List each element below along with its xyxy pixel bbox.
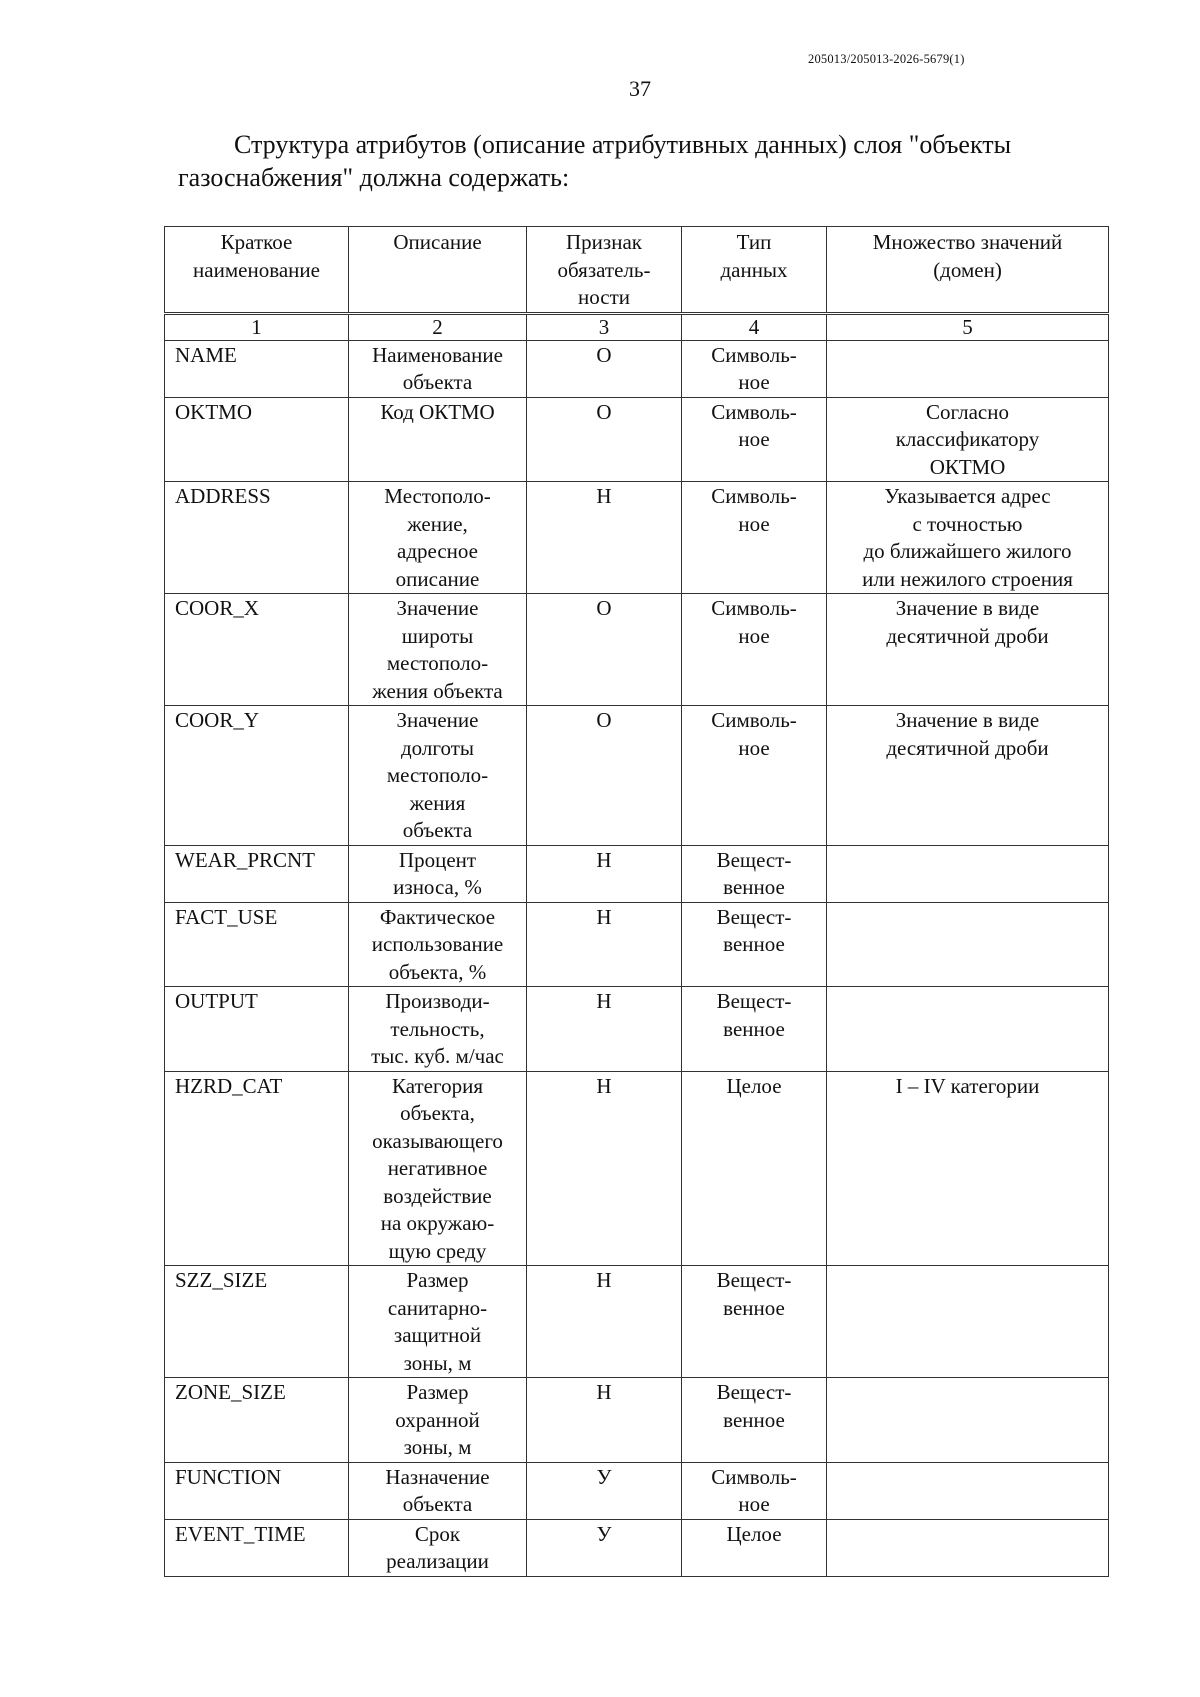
data-type (682, 1462, 827, 1519)
data-type-line: ное (738, 1492, 770, 1516)
required-flag: Н (527, 845, 682, 902)
value-domain-line: десятичной дроби (886, 623, 1049, 648)
value-domain (827, 482, 1109, 594)
column-number: 2 (349, 314, 527, 340)
data-type-line: Целое (726, 1073, 782, 1098)
value-domain-line: или нежилого строения (862, 566, 1073, 591)
value-domain (827, 706, 1109, 846)
data-type-line: венное (723, 932, 785, 956)
value-domain-line: десятичной дроби (886, 735, 1049, 760)
attribute-description-line: негативное (387, 1156, 488, 1180)
attribute-description (349, 594, 527, 706)
attribute-description-line: воздействие (383, 1183, 492, 1208)
value-domain-line: Согласно (926, 399, 1009, 424)
attribute-code: ZONE_SIZE (165, 1378, 349, 1463)
header-description (349, 227, 527, 313)
attribute-description-line: жение, (407, 511, 468, 536)
data-type-line: венное (723, 1407, 785, 1432)
required-flag: Н (527, 987, 682, 1072)
attribute-description (349, 1462, 527, 1519)
value-domain (827, 1519, 1109, 1576)
attribute-description-line: широты (401, 623, 474, 648)
header-line: обязатель- (557, 257, 651, 282)
attribute-description-line: Процент (398, 847, 477, 872)
data-type (682, 902, 827, 987)
attribute-description (349, 1266, 527, 1378)
attribute-code: COOR_Y (165, 706, 349, 846)
data-type-line: Символь- (711, 399, 797, 424)
attribute-description-line: зоны, м (403, 1435, 472, 1459)
value-domain (827, 397, 1109, 482)
document-number: 205013/205013-2026-5679(1) (808, 52, 965, 66)
value-domain (827, 1462, 1109, 1519)
table-row (165, 1519, 1109, 1576)
header-line: Описание (393, 230, 482, 254)
data-type (682, 482, 827, 594)
data-type (682, 987, 827, 1072)
header-line: данных (720, 257, 788, 282)
attribute-code: OKTMO (165, 397, 349, 482)
attribute-description-line: местополо- (386, 651, 489, 675)
attribute-description-line: охранной (395, 1407, 480, 1432)
data-type (682, 340, 827, 397)
required-flag: Н (527, 1266, 682, 1378)
table-row (165, 987, 1109, 1072)
attribute-code: FACT_USE (165, 902, 349, 987)
column-number: 5 (827, 314, 1109, 340)
header-line: Тип (736, 230, 772, 254)
value-domain (827, 1266, 1109, 1378)
attribute-description-line: санитарно- (387, 1295, 488, 1320)
header-line: наименование (193, 257, 320, 282)
value-domain (827, 845, 1109, 902)
column-number: 1 (165, 314, 349, 340)
data-type-line: ное (738, 735, 770, 760)
data-type-line: Символь- (711, 1464, 797, 1489)
table-row (165, 340, 1109, 397)
attribute-description (349, 482, 527, 594)
attribute-description (349, 902, 527, 987)
table-row (165, 1378, 1109, 1463)
required-flag: Н (527, 1071, 682, 1266)
data-type-line: ное (738, 370, 770, 394)
data-type (682, 397, 827, 482)
data-type (682, 594, 827, 706)
header-line: Признак (566, 230, 642, 254)
intro-line: Структура атрибутов (описание атрибутивных данных) слоя "объекты (234, 130, 1012, 159)
header-line: ности (578, 285, 630, 309)
data-type (682, 1378, 827, 1463)
value-domain-line: I – IV категории (895, 1073, 1040, 1098)
attribute-description (349, 845, 527, 902)
header-line: Краткое (220, 230, 293, 254)
data-type-line: ное (738, 511, 770, 536)
column-number: 4 (682, 314, 827, 340)
attribute-description-line: использование (371, 932, 504, 956)
table-row (165, 706, 1109, 846)
attribute-description-line: Назначение (385, 1464, 490, 1489)
attribute-description-line: Наименование (372, 342, 503, 367)
column-number: 3 (527, 314, 682, 340)
attribute-description-line: Фактическое (379, 904, 496, 929)
attribute-description-line: жения объекта (372, 678, 503, 703)
table-header-row (165, 227, 1109, 313)
intro-paragraph (178, 128, 1108, 194)
attribute-description-line: Местополо- (384, 484, 491, 508)
value-domain-line: с точностью (912, 511, 1023, 536)
attribute-code: COOR_X (165, 594, 349, 706)
required-flag: О (527, 706, 682, 846)
data-type (682, 1266, 827, 1378)
intro-line: газоснабжения" должна содержать: (178, 163, 570, 192)
table-row (165, 1266, 1109, 1378)
attribute-description-line: местополо- (386, 763, 489, 787)
value-domain-line: до ближайшего жилого (863, 539, 1072, 563)
table-row (165, 902, 1109, 987)
attribute-description-line: объекта (402, 370, 473, 394)
attribute-code: FUNCTION (165, 1462, 349, 1519)
data-type (682, 845, 827, 902)
required-flag: Н (527, 1378, 682, 1463)
value-domain-line: ОКТМО (929, 454, 1006, 479)
attribute-description-line: Производи- (385, 989, 490, 1013)
required-flag: О (527, 594, 682, 706)
required-flag: У (527, 1519, 682, 1576)
data-type-line: венное (723, 1295, 785, 1320)
attribute-description-line: Значение (396, 708, 479, 732)
attribute-code: HZRD_CAT (165, 1071, 349, 1266)
data-type-line: Вещест- (716, 904, 792, 929)
page-number: 37 (629, 76, 651, 101)
header-line: Множество значений (872, 230, 1063, 254)
attribute-description-line: объекта, (400, 1101, 475, 1125)
value-domain (827, 902, 1109, 987)
header-data-type (682, 227, 827, 313)
attribute-code: WEAR_PRCNT (165, 845, 349, 902)
attribute-description (349, 706, 527, 846)
attribute-description-line: оказывающего (372, 1128, 503, 1153)
required-flag: Н (527, 482, 682, 594)
value-domain (827, 1071, 1109, 1266)
value-domain (827, 594, 1109, 706)
header-required-flag (527, 227, 682, 313)
attribute-description-line: долготы (401, 735, 474, 760)
attribute-description-line: Значение (396, 596, 479, 620)
data-type-line: Вещест- (716, 1380, 792, 1404)
attribute-description (349, 987, 527, 1072)
attribute-description-line: Категория (392, 1073, 483, 1098)
value-domain-line: Указывается адрес (884, 484, 1051, 508)
data-type-line: ное (738, 623, 770, 648)
table-row (165, 1071, 1109, 1266)
attribute-description-line: Размер (406, 1380, 469, 1404)
attribute-description-line: зоны, м (403, 1350, 472, 1375)
data-type-line: Символь- (711, 596, 797, 620)
data-type-line: Вещест- (716, 1268, 792, 1292)
table-row (165, 482, 1109, 594)
attribute-description-line: тыс. куб. м/час (371, 1044, 504, 1068)
table-row (165, 397, 1109, 482)
attribute-description-line: объекта (402, 1492, 473, 1516)
table-row (165, 1462, 1109, 1519)
attribute-description (349, 1378, 527, 1463)
attribute-description (349, 397, 527, 482)
data-type (682, 706, 827, 846)
attribute-description-line: объекта (402, 818, 473, 842)
value-domain (827, 987, 1109, 1072)
value-domain-line: Значение в виде (895, 708, 1040, 732)
attribute-description-line: износа, % (393, 875, 482, 899)
data-type-line: Целое (726, 1521, 782, 1546)
required-flag: У (527, 1462, 682, 1519)
attribute-code: NAME (165, 340, 349, 397)
data-type-line: Символь- (711, 708, 797, 732)
data-type-line: Символь- (711, 342, 797, 367)
header-line: (домен) (933, 257, 1002, 282)
data-type-line: венное (723, 875, 785, 899)
required-flag: Н (527, 902, 682, 987)
attribute-code: ADDRESS (165, 482, 349, 594)
data-type (682, 1519, 827, 1576)
data-type-line: Символь- (711, 484, 797, 508)
attribute-code: OUTPUT (165, 987, 349, 1072)
data-type-line: венное (723, 1016, 785, 1041)
value-domain (827, 340, 1109, 397)
attribute-code: EVENT_TIME (165, 1519, 349, 1576)
required-flag: О (527, 340, 682, 397)
attribute-description-line: объекта, % (388, 959, 487, 984)
attribute-description-line: описание (395, 566, 480, 591)
attribute-description-line: Срок (414, 1521, 461, 1546)
value-domain-line: классификатору (895, 427, 1040, 451)
table-row (165, 594, 1109, 706)
header-short-name (165, 227, 349, 313)
attribute-description-line: на окружаю- (380, 1211, 495, 1235)
column-number-row (165, 314, 1109, 340)
attributes-table (164, 226, 1109, 1577)
attribute-description-line: тельность, (390, 1016, 485, 1041)
attribute-description-line: реализации (386, 1549, 489, 1573)
header-value-domain (827, 227, 1109, 313)
data-type-line: Вещест- (716, 989, 792, 1013)
attribute-code: SZZ_SIZE (165, 1266, 349, 1378)
attribute-description (349, 340, 527, 397)
attribute-description (349, 1519, 527, 1576)
attribute-description-line: Размер (406, 1268, 469, 1292)
data-type-line: Вещест- (716, 847, 792, 872)
attribute-description-line: Код ОКТМО (380, 399, 495, 424)
data-type (682, 1071, 827, 1266)
attributes-table-body (165, 340, 1109, 1576)
value-domain-line: Значение в виде (895, 596, 1040, 620)
attribute-description-line: защитной (393, 1323, 482, 1347)
value-domain (827, 1378, 1109, 1463)
table-row (165, 845, 1109, 902)
attribute-description-line: адресное (397, 539, 478, 563)
data-type-line: ное (738, 427, 770, 451)
attribute-description-line: щую среду (388, 1238, 487, 1263)
attribute-description-line: жения (409, 790, 466, 815)
attribute-description (349, 1071, 527, 1266)
required-flag: О (527, 397, 682, 482)
